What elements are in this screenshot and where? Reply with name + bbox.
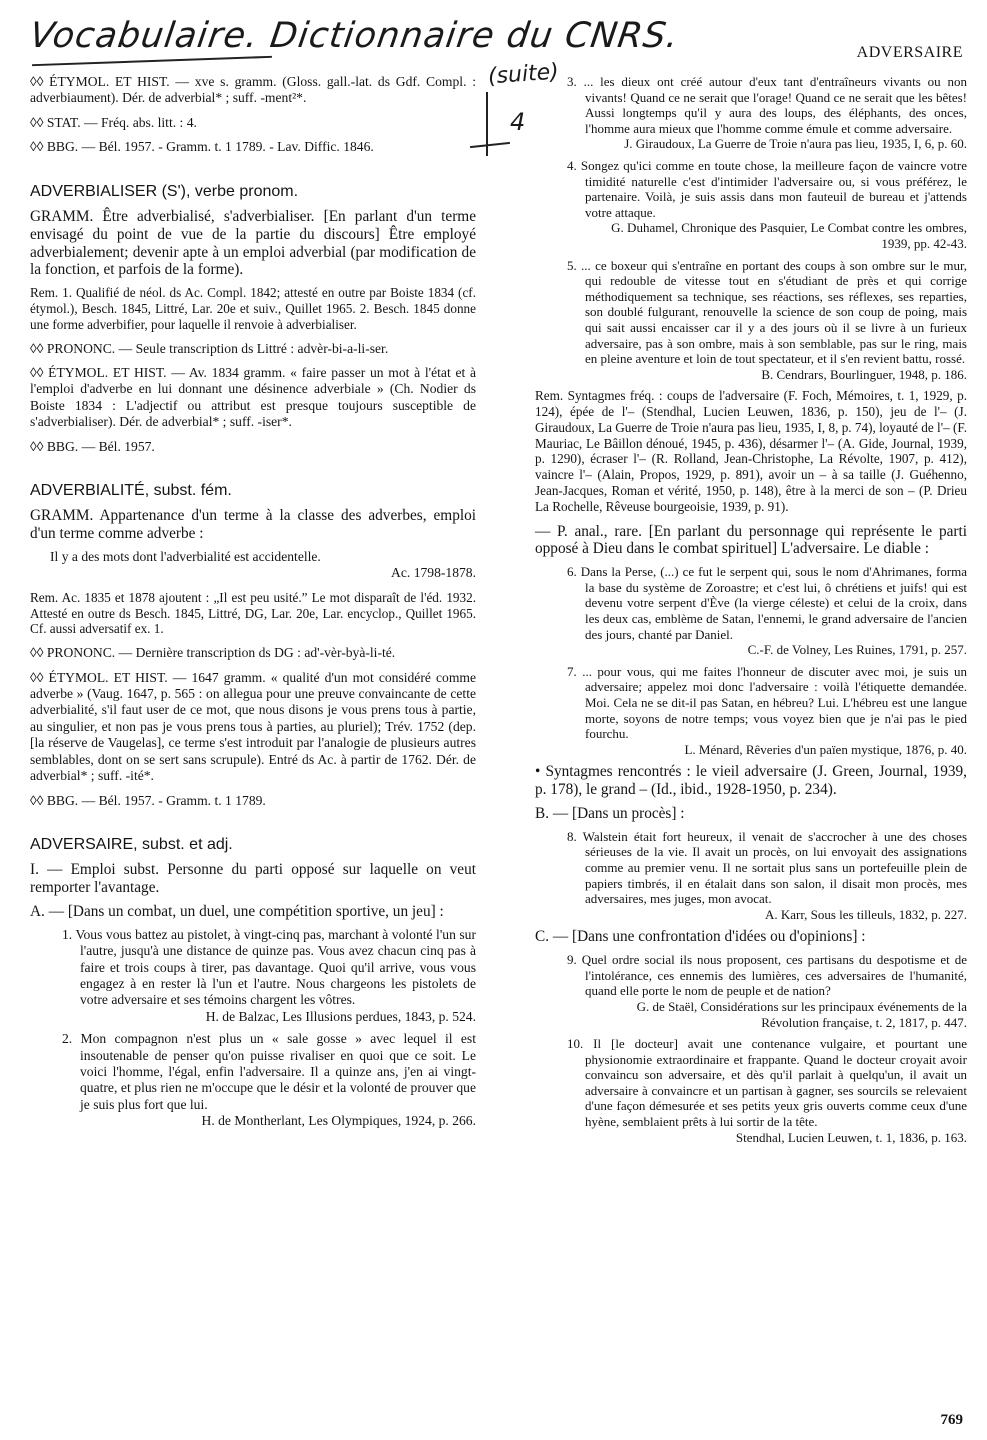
handwritten-cross-stroke (470, 142, 510, 148)
syntagmes-rencontres: • Syntagmes rencontrés : le vieil adversaire (J. Green, Journal, 1939, p. 178), le grand – (Id., ibid., 1928-1950, p. 234). (535, 763, 967, 799)
handwritten-number: 4 (510, 108, 526, 136)
citation-9 (535, 952, 967, 1030)
citation-source: C.-F. de Volney, Les Ruines, 1791, p. 257. (747, 642, 967, 658)
citation-5 (535, 258, 967, 383)
citation-source: B. Cendrars, Bourlinguer, 1948, p. 186. (761, 366, 967, 382)
citation-10 (535, 1036, 967, 1145)
citation-source: G. Duhamel, Chronique des Pasquier, Le Combat contre les ombres, 1939, pp. 42-43. (611, 220, 967, 251)
right-column (535, 74, 967, 1151)
entry-head-adverbialiser: ADVERBIALISER (S'), verbe pronom. (30, 182, 299, 200)
citation-7 (535, 664, 967, 758)
handwritten-suite: (suite) (487, 59, 560, 90)
citation-2 (30, 1031, 476, 1129)
citation-source: J. Giraudoux, La Guerre de Troie n'aura pas lieu, 1935, I, 6, p. 60. (624, 136, 967, 152)
running-head: ADVERSAIRE (856, 44, 963, 61)
etymology-adverbialiser: ◊◊ ÉTYMOL. ET HIST. — Av. 1834 gramm. « faire passer un mot à l'état et à l'emploi d'adverbe en lui donnant une désinence adverbiale » (Ch. Nodier ds Boiste 1834 : L'adjectif ou attribut est presque toujours susceptible de s'adverbialiser). Dér. de adverbial* ; suff. -iser*. (30, 365, 476, 430)
citation-text: 3. ... les dieux ont créé autour d'eux tant d'entraîneurs vivants ou non vivants! Quand ce ne serait que l'orage! Quand ce ne serait que les bêtes! Aussi longtemps qu'il y aura des loups, des éléphants, des onces, l'homme aura mieux que l'homme comme émule et comme adversaire. (567, 74, 967, 136)
left-column (30, 74, 476, 1136)
pronunciation-adverbialiser: ◊◊ PRONONC. — Seule transcription ds Littré : advèr-bi-a-li-ser. (30, 340, 389, 356)
citation-text: 4. Songez qu'ici comme en toute chose, la meilleure façon de vaincre votre timidité naturelle c'est d'intimider l'adversaire ou, si vous préférez, le partenaire. Voilà, je suis assis dans mon fauteuil de bureau et j'attends votre attaque. (567, 157, 967, 220)
pronunciation-adverbialite: ◊◊ PRONONC. — Dernière transcription ds DG : ad'-vèr-byà-li-té. (30, 645, 396, 661)
entry-def-adversaire: I. — Emploi subst. Personne du parti opposé sur laquelle on veut remporter l'avantage. (30, 861, 476, 897)
page-number: 769 (940, 1412, 963, 1428)
citation-text: 2. Mon compagnon n'est plus un « sale gosse » avec lequel il est insoutenable de penser qu'on puisse rivaliser en quoi que ce soit. Le voici l'homme, l'égal, enfin l'adversaire. Il a quinze ans, j'en ai vingt-quatre, et plus rien ne m'occupe que le désir et la volonté de prouver que je suis plus fort que lui. (62, 1031, 476, 1112)
section-c-heading: C. — [Dans une confrontation d'idées ou d'opinions] : (535, 928, 866, 946)
citation-6 (535, 564, 967, 658)
bbg-adverbialiser: ◊◊ BBG. — Bél. 1957. (30, 438, 155, 454)
citation-3 (535, 74, 967, 152)
citation-source: G. de Staël, Considérations sur les principaux événements de la Révolution française, t. 2, 1817, p. 447. (636, 998, 967, 1030)
par-analogie: — P. anal., rare. [En parlant du personnage qui représente le parti opposé à Dieu dans le combat spirituel] L'adversaire. Le diable : (535, 522, 967, 558)
bbg-adverbialement: ◊◊ BBG. — Bél. 1957. - Gramm. t. 1 1789. - Lav. Diffic. 1846. (30, 139, 374, 155)
citation-4 (535, 158, 967, 252)
entry-head-adversaire: ADVERSAIRE, subst. et adj. (30, 835, 233, 853)
entry-def-adverbialite: GRAMM. Appartenance d'un terme à la classe des adverbes, emploi d'un terme comme adverbe : (30, 507, 476, 543)
citation-8 (535, 829, 967, 923)
citation-text: 7. ... pour vous, qui me faites l'honneur de discuter avec moi, je suis un adversaire; appelez moi donc l'adversaire : voilà l'étiquette demandée. Moi. Cela ne se dit-il pas Satan, en hébreu? Lui. L'hébreu est une langue morte, soyons de notre temps; vous voyez bien que je n'ai pas le pied fourchu. (567, 663, 967, 742)
bbg-adverbialite: ◊◊ BBG. — Bél. 1957. - Gramm. t. 1 1789. (30, 792, 266, 808)
section-a-heading: A. — [Dans un combat, un duel, une compétition sportive, un jeu] : (30, 902, 444, 920)
citation-source: L. Ménard, Rêveries d'un païen mystique, 1876, p. 40. (684, 741, 967, 757)
quote-adverbialite (30, 549, 476, 582)
citation-text: 8. Walstein était fort heureux, il venait de s'accrocher à une des choses sérieuses de la vie. Il avait un procès, on lui envoyait des assignations comme au premier venu. Il ne sortait plus sans un portefeuille plein de papiers timbrés, il en étalait dans son salon, il disait mon procès, mes adversaires, mes juges, mon avocat. (567, 828, 967, 907)
citation-text: 6. Dans la Perse, (...) ce fut le serpent qui, sous le nom d'Ahrimanes, forma la base du système de Zoroastre; et c'est lui, ô chrétiens et juifs! qui est devenu votre serpent d'Ève (la vierge céleste) et celui de la croix, dans les deux cas, emblème de Satan, l'ennemi, le grand adversaire de l'ancien des jours, chanté par Daniel. (567, 564, 967, 642)
citation-source: H. de Montherlant, Les Olympiques, 1924, p. 266. (201, 1113, 476, 1129)
entry-rem-adverbialite: Rem. Ac. 1835 et 1878 ajoutent : „Il est peu usité.” Le mot disparaît de l'éd. 1932. Attesté en outre ds Besch. 1845, Littré, DG, Lar. 20e, Lar. encyclop., Quillet 1965. Cf. aussi adversatif ex. 1. (30, 589, 476, 637)
entry-head-adverbialite: ADVERBIALITÉ, subst. fém. (30, 482, 232, 500)
citation-source: Stendhal, Lucien Leuwen, t. 1, 1836, p. 163. (735, 1129, 967, 1145)
citation-source: A. Karr, Sous les tilleuls, 1832, p. 227. (764, 906, 967, 922)
section-b-heading: B. — [Dans un procès] : (535, 804, 685, 822)
entry-rem-adverbialiser: Rem. 1. Qualifié de néol. ds Ac. Compl. 1842; attesté en outre par Boiste 1834 (cf. étymol.), Besch. 1845, Littré, Lar. 20e et suiv., Quillet 1965. 2. Besch. 1845 donne une forme adverbifier, pour laquelle il renvoie à adverbialiser. (30, 285, 476, 332)
citation-1 (30, 927, 476, 1025)
citation-text: 9. Quel ordre social ils nous proposent, ces partisans du despotisme et de l'intolérance, ces ennemis des lumières, ces adversaires de l'humanité, quand elle porte le nom de peuple et de nation? (567, 952, 967, 999)
etymology-adverbialite: ◊◊ ÉTYMOL. ET HIST. — 1647 gramm. « qualité d'un mot considéré comme adverbe » (Vaug. 1647, p. 565 : on allegua pour une preuve convaincante de cette adverbialité, s'il faut user de ce mot, que nous disons je vous prens tous à partie, au singulier, et non pas je vous prens tous à parties, au pluriel); Trév. 1752 (dep. [la réserve de Vaugelas], ce terme s'est introduit par l'analogie de plusieurs autres semblables, dont on se sert sans scrupule). Entré ds Ac. à partir de 1762. Dér. de adverbial* ; suff. -ité*. (30, 669, 476, 784)
citation-text: 10. Il [le docteur] avait une contenance vulgaire, et pourtant une physionomie extraordinaire et frappante. Quand le docteur croyait avoir convaincu son adversaire, et dès qu'il parlait à quelqu'un, il avait un adversaire à convaincre et un partisan à gagner, ses sourcils se relevaient d'une façon démesurée et ses petits yeux gris ouverts comme ceux d'une hyène, semblaient prêts à lui sortir de la tête. (567, 1036, 967, 1130)
citation-source: H. de Balzac, Les Illusions perdues, 1843, p. 524. (205, 1008, 476, 1024)
etymology-adverbialement: ◊◊ ÉTYMOL. ET HIST. — xve s. gramm. (Gloss. gall.-lat. ds Gdf. Compl. : adverbiaument). Dér. de adverbial* ; suff. -ment²*. (30, 74, 476, 106)
quote-text: Il y a des mots dont l'adverbialité est accidentelle. (50, 549, 321, 565)
handwritten-underline (32, 56, 272, 66)
quote-source: Ac. 1798-1878. (391, 565, 476, 581)
citation-text: 5. ... ce boxeur qui s'entraîne en portant des coups à son ombre sur le mur, qui redouble de vitesse tout en s'étudiant de près et qui corrige méthodiquement sa technique, ses réactions, ses réflexes, ses reparties, son doublé fulgurant, renouvelle la science de son coup de poing, mais qui sait aussi encaisser car il y a des jours où il se livre à un furieux adversaire, pas à son ombre, mais à son semblable, pas sur le ring, mais en pleine aventure et loin de tout spectateur, et il s'en revient battu, rossé. (567, 257, 967, 367)
citation-text: 1. Vous vous battez au pistolet, à vingt-cinq pas, marchant à volonté l'un sur l'autre, jusqu'à une distance de quinze pas. Vous avez chacun cinq pas à faire et trois coups à tirer, pas davantage. Quoi qu'il arrive, vous vous engagez à en rester là l'un et l'autre. Nous chargeons les pistolets de votre adversaire et ses témoins chargent les vôtres. (62, 926, 476, 1008)
stat-adverbialement: ◊◊ STAT. — Fréq. abs. litt. : 4. (30, 114, 197, 130)
entry-def-adverbialiser: GRAMM. Être adverbialisé, s'adverbialiser. [En parlant d'un terme envisagé du point de vue de la partie du discours] Être employé adverbialement; devenir apte à un emploi adverbial (par modification de la fonction, et parfois de la forme). (30, 208, 476, 279)
syntagmes-frequents: Rem. Syntagmes fréq. : coups de l'adversaire (F. Foch, Mémoires, t. 1, 1929, p. 124), épée de l'– (Stendhal, Lucien Leuwen, 1836, p. 150), jeu de l'– (J. Giraudoux, La Guerre de Troie n'aura pas lieu, 1935, I, 8, p. 74), loyauté de l'– (F. Mauriac, Le Bâillon dénoué, 1945, p. 436), désarmer l'– (A. Gide, Journal, 1939, p. 1290), écraser l'– (R. Rolland, Jean-Christophe, La Révolte, 1907, p. 412), vaincre l'– (Alain, Propos, 1929, p. 891), avoir un – à sa taille (J. Guéhenno, Jean-Jacques, Roman et vérité, 1950, p. 148), être à la merci de son – (P. Drieu La Rochelle, Rêveuse bourgeoisie, 1939, p. 91). (535, 388, 967, 514)
handwritten-title: Vocabulaire. Dictionnaire du CNRS. (27, 16, 682, 56)
